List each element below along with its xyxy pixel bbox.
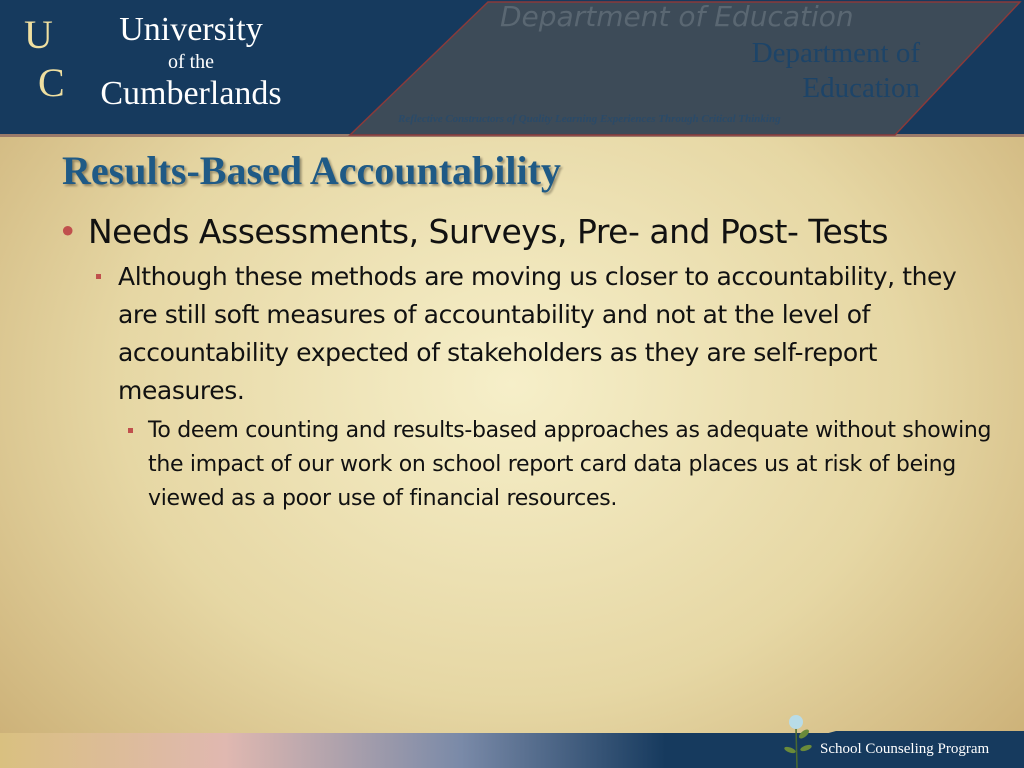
bullet-text: Although these methods are moving us closer to accountability, they are still soft measures of accountability and not at the level of accountability expected of stakeholders as they are self-report measures. bbox=[118, 262, 957, 405]
slide-header bbox=[0, 0, 1024, 137]
university-name bbox=[84, 10, 298, 114]
bullet-square-icon bbox=[128, 428, 133, 433]
bullet-text: To deem counting and results-based approaches as adequate without showing the impact of our work on school report card data places us at risk of being viewed as a poor use of financial resources. bbox=[148, 418, 992, 511]
bullet-level3 bbox=[148, 414, 998, 516]
department-watermark: Department of Education bbox=[500, 0, 854, 33]
slide-title: Results-Based Accountability bbox=[62, 148, 561, 193]
bullet-level2 bbox=[118, 258, 998, 410]
bullet-square-icon bbox=[96, 274, 101, 279]
department-name: Department of Education bbox=[751, 37, 920, 104]
slide-content bbox=[0, 212, 1024, 516]
bullet-dot-icon: • bbox=[58, 212, 77, 251]
university-line2: of the bbox=[167, 51, 215, 73]
bullet-level1 bbox=[58, 212, 1024, 252]
tagline: Reflective Constructors of Quality Learning Experiences Through Critical Thinking bbox=[398, 113, 781, 125]
university-line1: University bbox=[119, 11, 263, 48]
uc-logo: U C bbox=[24, 12, 65, 105]
bullet-text: Needs Assessments, Surveys, Pre- and Post- Tests bbox=[88, 212, 889, 251]
university-line3: Cumberlands bbox=[100, 75, 282, 112]
program-name: School Counseling Program bbox=[820, 741, 990, 757]
rose-icon bbox=[784, 712, 814, 768]
